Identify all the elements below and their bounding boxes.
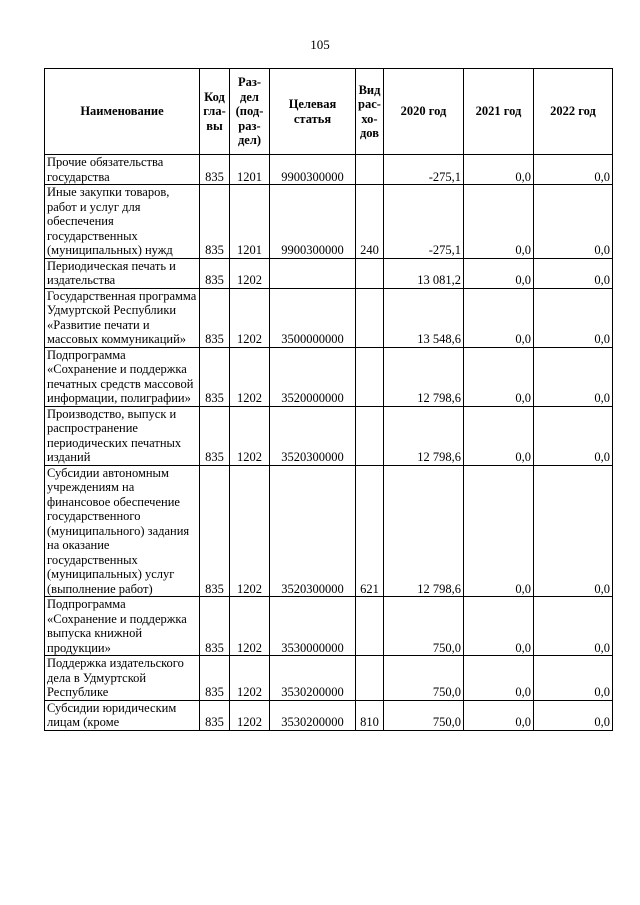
row-name: Производство, выпуск и распространение периодических печатных изданий — [45, 406, 200, 465]
row-2020: 12 798,6 — [384, 347, 464, 406]
row-2022: 0,0 — [534, 155, 613, 185]
row-2020: -275,1 — [384, 155, 464, 185]
row-2021: 0,0 — [464, 406, 534, 465]
row-2022: 0,0 — [534, 347, 613, 406]
row-target: 3530200000 — [270, 700, 356, 730]
row-target — [270, 258, 356, 288]
row-section: 1202 — [230, 465, 270, 597]
row-2021: 0,0 — [464, 347, 534, 406]
row-2021: 0,0 — [464, 185, 534, 259]
header-2022: 2022 год — [534, 69, 613, 155]
row-expense-type: 621 — [356, 465, 384, 597]
budget-table — [44, 68, 613, 731]
row-2022: 0,0 — [534, 465, 613, 597]
row-2022: 0,0 — [534, 406, 613, 465]
row-expense-type — [356, 406, 384, 465]
row-target: 9900300000 — [270, 155, 356, 185]
row-section: 1202 — [230, 288, 270, 347]
row-2022: 0,0 — [534, 288, 613, 347]
row-expense-type — [356, 597, 384, 656]
row-expense-type — [356, 656, 384, 701]
row-chapter-code: 835 — [200, 288, 230, 347]
row-chapter-code: 835 — [200, 155, 230, 185]
row-chapter-code: 835 — [200, 700, 230, 730]
row-name: Государственная программа Удмуртской Республики «Развитие печати и массовых коммуникаций» — [45, 288, 200, 347]
row-2021: 0,0 — [464, 465, 534, 597]
table-row — [45, 465, 613, 597]
table-row — [45, 347, 613, 406]
row-2020: 13 081,2 — [384, 258, 464, 288]
row-target: 3500000000 — [270, 288, 356, 347]
row-expense-type: 810 — [356, 700, 384, 730]
row-2020: -275,1 — [384, 185, 464, 259]
header-2020: 2020 год — [384, 69, 464, 155]
row-2022: 0,0 — [534, 700, 613, 730]
row-2022: 0,0 — [534, 656, 613, 701]
row-chapter-code: 835 — [200, 656, 230, 701]
row-2020: 12 798,6 — [384, 406, 464, 465]
row-2022: 0,0 — [534, 185, 613, 259]
row-name: Прочие обязательства государства — [45, 155, 200, 185]
row-2021: 0,0 — [464, 288, 534, 347]
row-2020: 750,0 — [384, 656, 464, 701]
page-number: 105 — [310, 37, 330, 52]
table-row — [45, 288, 613, 347]
table-row — [45, 185, 613, 259]
row-section: 1202 — [230, 597, 270, 656]
row-target: 9900300000 — [270, 185, 356, 259]
row-name: Периодическая печать и издательства — [45, 258, 200, 288]
row-2021: 0,0 — [464, 656, 534, 701]
row-2022: 0,0 — [534, 597, 613, 656]
row-2020: 750,0 — [384, 700, 464, 730]
table-header-row — [45, 69, 613, 155]
row-target: 3520300000 — [270, 465, 356, 597]
header-expense-type: Вид рас- хо- дов — [356, 69, 384, 155]
row-section: 1202 — [230, 656, 270, 701]
row-name: Иные закупки товаров, работ и услуг для обеспечения государственных (муниципальных) нужд — [45, 185, 200, 259]
header-target: Целевая статья — [270, 69, 356, 155]
row-section: 1201 — [230, 155, 270, 185]
row-section: 1202 — [230, 258, 270, 288]
row-chapter-code: 835 — [200, 406, 230, 465]
header-2021: 2021 год — [464, 69, 534, 155]
table-row — [45, 155, 613, 185]
row-2020: 750,0 — [384, 597, 464, 656]
row-section: 1202 — [230, 347, 270, 406]
row-2021: 0,0 — [464, 597, 534, 656]
row-name: Подпрограмма «Сохранение и поддержка выпуска книжной продукции» — [45, 597, 200, 656]
table-row — [45, 597, 613, 656]
table-row — [45, 258, 613, 288]
row-target: 3530000000 — [270, 597, 356, 656]
row-target: 3530200000 — [270, 656, 356, 701]
row-target: 3520000000 — [270, 347, 356, 406]
row-2020: 13 548,6 — [384, 288, 464, 347]
row-chapter-code: 835 — [200, 185, 230, 259]
row-2021: 0,0 — [464, 700, 534, 730]
row-section: 1202 — [230, 700, 270, 730]
row-expense-type — [356, 155, 384, 185]
row-section: 1202 — [230, 406, 270, 465]
row-target: 3520300000 — [270, 406, 356, 465]
row-chapter-code: 835 — [200, 258, 230, 288]
table-row — [45, 406, 613, 465]
row-section: 1201 — [230, 185, 270, 259]
row-expense-type — [356, 347, 384, 406]
row-chapter-code: 835 — [200, 347, 230, 406]
row-2020: 12 798,6 — [384, 465, 464, 597]
row-chapter-code: 835 — [200, 597, 230, 656]
row-chapter-code: 835 — [200, 465, 230, 597]
header-section: Раз- дел (под- раз- дел) — [230, 69, 270, 155]
row-expense-type — [356, 288, 384, 347]
row-expense-type — [356, 258, 384, 288]
row-2021: 0,0 — [464, 258, 534, 288]
row-name: Поддержка издательского дела в Удмуртской Республике — [45, 656, 200, 701]
row-name: Подпрограмма «Сохранение и поддержка печатных средств массовой информации, полиграфии» — [45, 347, 200, 406]
header-name: Наименование — [45, 69, 200, 155]
row-2022: 0,0 — [534, 258, 613, 288]
table-row — [45, 656, 613, 701]
row-2021: 0,0 — [464, 155, 534, 185]
table-row — [45, 700, 613, 730]
row-name: Субсидии юридическим лицам (кроме — [45, 700, 200, 730]
row-expense-type: 240 — [356, 185, 384, 259]
row-name: Субсидии автономным учреждениям на финансовое обеспечение государственного (муниципального) задания на оказание государственных (муниципальных) услуг (выполнение работ) — [45, 465, 200, 597]
header-chapter-code: Код гла- вы — [200, 69, 230, 155]
